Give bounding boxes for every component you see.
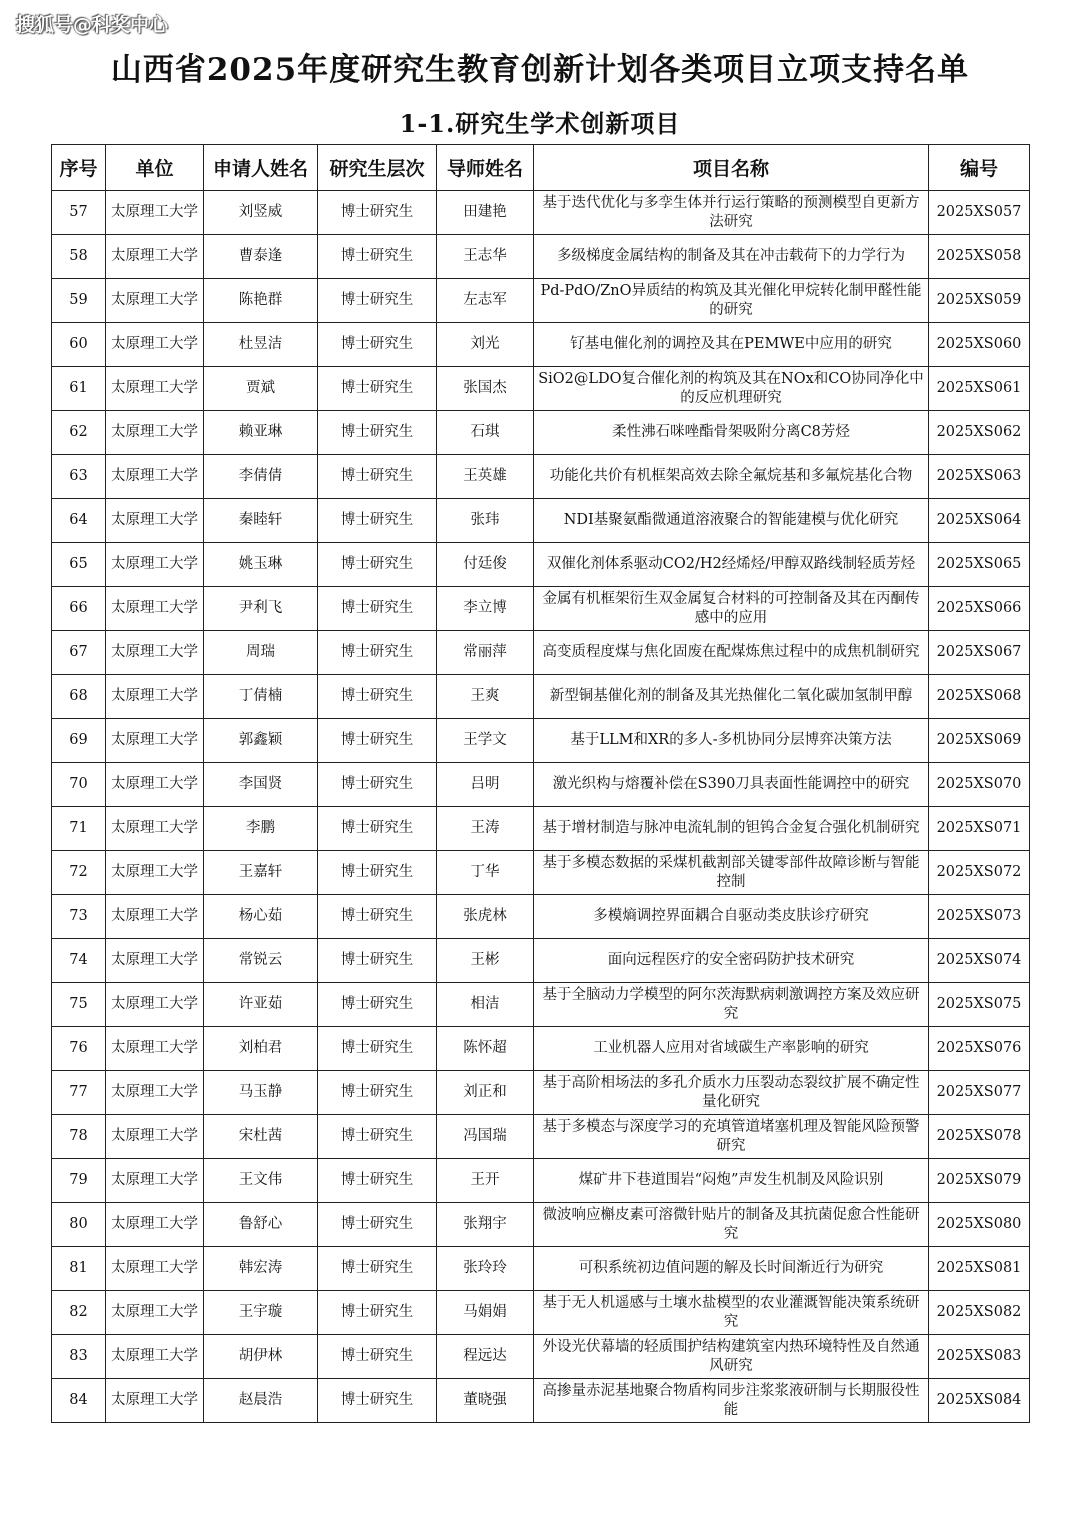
cell-level: 博士研究生 xyxy=(318,719,437,763)
table-row xyxy=(52,367,1030,411)
cell-project: 基于多模态与深度学习的充填管道堵塞机理及智能风险预警研究 xyxy=(534,1115,929,1159)
cell-project: 基于无人机遥感与土壤水盐模型的农业灌溉智能决策系统研究 xyxy=(534,1291,929,1335)
cell-index: 84 xyxy=(52,1379,106,1423)
cell-code: 2025XS057 xyxy=(929,191,1030,235)
cell-index: 80 xyxy=(52,1203,106,1247)
cell-supervisor: 王涛 xyxy=(437,807,534,851)
cell-project: 工业机器人应用对省域碳生产率影响的研究 xyxy=(534,1027,929,1071)
cell-index: 78 xyxy=(52,1115,106,1159)
cell-level: 博士研究生 xyxy=(318,499,437,543)
cell-code: 2025XS065 xyxy=(929,543,1030,587)
cell-supervisor: 李立博 xyxy=(437,587,534,631)
cell-code: 2025XS066 xyxy=(929,587,1030,631)
cell-applicant: 周瑞 xyxy=(204,631,318,675)
cell-supervisor: 王爽 xyxy=(437,675,534,719)
cell-project: 高变质程度煤与焦化固废在配煤炼焦过程中的成焦机制研究 xyxy=(534,631,929,675)
table-row xyxy=(52,279,1030,323)
cell-index: 74 xyxy=(52,939,106,983)
cell-code: 2025XS070 xyxy=(929,763,1030,807)
cell-project: 基于高阶相场法的多孔介质水力压裂动态裂纹扩展不确定性量化研究 xyxy=(534,1071,929,1115)
cell-supervisor: 丁华 xyxy=(437,851,534,895)
cell-applicant: 丁倩楠 xyxy=(204,675,318,719)
cell-supervisor: 相洁 xyxy=(437,983,534,1027)
cell-level: 博士研究生 xyxy=(318,763,437,807)
cell-supervisor: 董晓强 xyxy=(437,1379,534,1423)
cell-unit: 太原理工大学 xyxy=(106,1291,204,1335)
cell-level: 博士研究生 xyxy=(318,1159,437,1203)
cell-unit: 太原理工大学 xyxy=(106,939,204,983)
cell-supervisor: 王彬 xyxy=(437,939,534,983)
cell-level: 博士研究生 xyxy=(318,1071,437,1115)
cell-unit: 太原理工大学 xyxy=(106,983,204,1027)
cell-level: 博士研究生 xyxy=(318,1203,437,1247)
cell-index: 57 xyxy=(52,191,106,235)
cell-index: 81 xyxy=(52,1247,106,1291)
cell-project: 新型铜基催化剂的制备及其光热催化二氧化碳加氢制甲醇 xyxy=(534,675,929,719)
cell-unit: 太原理工大学 xyxy=(106,1071,204,1115)
table-header-row xyxy=(52,145,1030,191)
cell-code: 2025XS059 xyxy=(929,279,1030,323)
cell-supervisor: 左志军 xyxy=(437,279,534,323)
cell-project: 微波响应槲皮素可溶微针贴片的制备及其抗菌促愈合性能研究 xyxy=(534,1203,929,1247)
cell-index: 62 xyxy=(52,411,106,455)
cell-level: 博士研究生 xyxy=(318,455,437,499)
cell-code: 2025XS081 xyxy=(929,1247,1030,1291)
table-row xyxy=(52,1291,1030,1335)
cell-supervisor: 王英雄 xyxy=(437,455,534,499)
table-row xyxy=(52,1335,1030,1379)
cell-project: 基于迭代优化与多孪生体并行运行策略的预测模型自更新方法研究 xyxy=(534,191,929,235)
cell-project: 高掺量赤泥基地聚合物盾构同步注浆浆液研制与长期服役性能 xyxy=(534,1379,929,1423)
cell-supervisor: 程远达 xyxy=(437,1335,534,1379)
table-row xyxy=(52,631,1030,675)
cell-level: 博士研究生 xyxy=(318,367,437,411)
cell-code: 2025XS063 xyxy=(929,455,1030,499)
cell-supervisor: 付廷俊 xyxy=(437,543,534,587)
cell-unit: 太原理工大学 xyxy=(106,543,204,587)
cell-applicant: 李国贤 xyxy=(204,763,318,807)
table-row xyxy=(52,1247,1030,1291)
cell-index: 71 xyxy=(52,807,106,851)
cell-index: 61 xyxy=(52,367,106,411)
table-row xyxy=(52,675,1030,719)
cell-unit: 太原理工大学 xyxy=(106,1335,204,1379)
cell-unit: 太原理工大学 xyxy=(106,1247,204,1291)
cell-level: 博士研究生 xyxy=(318,411,437,455)
cell-applicant: 李鹏 xyxy=(204,807,318,851)
cell-supervisor: 吕明 xyxy=(437,763,534,807)
cell-applicant: 宋杜茜 xyxy=(204,1115,318,1159)
cell-project: SiO2@LDO复合催化剂的构筑及其在NOx和CO协同净化中的反应机理研究 xyxy=(534,367,929,411)
table-body xyxy=(52,191,1030,1423)
cell-level: 博士研究生 xyxy=(318,279,437,323)
cell-level: 博士研究生 xyxy=(318,983,437,1027)
cell-level: 博士研究生 xyxy=(318,1027,437,1071)
cell-level: 博士研究生 xyxy=(318,939,437,983)
cell-supervisor: 王学文 xyxy=(437,719,534,763)
cell-level: 博士研究生 xyxy=(318,1379,437,1423)
cell-applicant: 常锐云 xyxy=(204,939,318,983)
header-level: 研究生层次 xyxy=(318,145,437,191)
cell-project: 双催化剂体系驱动CO2/H2经烯烃/甲醇双路线制轻质芳烃 xyxy=(534,543,929,587)
cell-project: Pd-PdO/ZnO异质结的构筑及其光催化甲烷转化制甲醛性能的研究 xyxy=(534,279,929,323)
cell-supervisor: 马娟娟 xyxy=(437,1291,534,1335)
cell-applicant: 刘竖威 xyxy=(204,191,318,235)
cell-code: 2025XS084 xyxy=(929,1379,1030,1423)
cell-unit: 太原理工大学 xyxy=(106,631,204,675)
cell-supervisor: 刘正和 xyxy=(437,1071,534,1115)
cell-index: 59 xyxy=(52,279,106,323)
cell-code: 2025XS069 xyxy=(929,719,1030,763)
cell-unit: 太原理工大学 xyxy=(106,587,204,631)
table-row xyxy=(52,411,1030,455)
cell-code: 2025XS060 xyxy=(929,323,1030,367)
cell-index: 63 xyxy=(52,455,106,499)
cell-code: 2025XS072 xyxy=(929,851,1030,895)
table-row xyxy=(52,719,1030,763)
cell-applicant: 姚玉琳 xyxy=(204,543,318,587)
cell-unit: 太原理工大学 xyxy=(106,323,204,367)
cell-index: 66 xyxy=(52,587,106,631)
table-row xyxy=(52,587,1030,631)
cell-code: 2025XS064 xyxy=(929,499,1030,543)
table-row xyxy=(52,1115,1030,1159)
cell-code: 2025XS083 xyxy=(929,1335,1030,1379)
header-applicant: 申请人姓名 xyxy=(204,145,318,191)
cell-unit: 太原理工大学 xyxy=(106,1159,204,1203)
cell-project: 煤矿井下巷道围岩“闷炮”声发生机制及风险识别 xyxy=(534,1159,929,1203)
header-unit: 单位 xyxy=(106,145,204,191)
cell-unit: 太原理工大学 xyxy=(106,1027,204,1071)
cell-code: 2025XS071 xyxy=(929,807,1030,851)
table-row xyxy=(52,1159,1030,1203)
cell-level: 博士研究生 xyxy=(318,1335,437,1379)
watermark: 搜狐号@科奖中心 xyxy=(16,14,169,36)
cell-level: 博士研究生 xyxy=(318,1247,437,1291)
cell-project: 多级梯度金属结构的制备及其在冲击载荷下的力学行为 xyxy=(534,235,929,279)
table-row xyxy=(52,455,1030,499)
cell-supervisor: 王志华 xyxy=(437,235,534,279)
cell-supervisor: 张翔宇 xyxy=(437,1203,534,1247)
cell-supervisor: 冯国瑞 xyxy=(437,1115,534,1159)
cell-applicant: 杜昱洁 xyxy=(204,323,318,367)
cell-index: 67 xyxy=(52,631,106,675)
cell-code: 2025XS075 xyxy=(929,983,1030,1027)
cell-applicant: 王文伟 xyxy=(204,1159,318,1203)
cell-unit: 太原理工大学 xyxy=(106,807,204,851)
cell-applicant: 贾斌 xyxy=(204,367,318,411)
cell-project: 可积系统初边值问题的解及长时间渐近行为研究 xyxy=(534,1247,929,1291)
cell-code: 2025XS073 xyxy=(929,895,1030,939)
cell-code: 2025XS077 xyxy=(929,1071,1030,1115)
cell-unit: 太原理工大学 xyxy=(106,191,204,235)
cell-unit: 太原理工大学 xyxy=(106,1115,204,1159)
cell-code: 2025XS068 xyxy=(929,675,1030,719)
cell-index: 79 xyxy=(52,1159,106,1203)
cell-applicant: 尹利飞 xyxy=(204,587,318,631)
table-row xyxy=(52,543,1030,587)
cell-level: 博士研究生 xyxy=(318,675,437,719)
cell-unit: 太原理工大学 xyxy=(106,895,204,939)
cell-unit: 太原理工大学 xyxy=(106,367,204,411)
cell-project: 基于LLM和XR的多人-多机协同分层博弈决策方法 xyxy=(534,719,929,763)
cell-applicant: 王宇璇 xyxy=(204,1291,318,1335)
cell-index: 72 xyxy=(52,851,106,895)
cell-supervisor: 张虎林 xyxy=(437,895,534,939)
cell-project: 基于全脑动力学模型的阿尔茨海默病刺激调控方案及效应研究 xyxy=(534,983,929,1027)
cell-project: 多模熵调控界面耦合自驱动类皮肤诊疗研究 xyxy=(534,895,929,939)
cell-supervisor: 张玲玲 xyxy=(437,1247,534,1291)
table-row xyxy=(52,807,1030,851)
cell-unit: 太原理工大学 xyxy=(106,1379,204,1423)
project-table xyxy=(51,144,1030,1423)
cell-index: 65 xyxy=(52,543,106,587)
table-row xyxy=(52,939,1030,983)
cell-level: 博士研究生 xyxy=(318,1291,437,1335)
table-row xyxy=(52,763,1030,807)
cell-code: 2025XS082 xyxy=(929,1291,1030,1335)
cell-project: 功能化共价有机框架高效去除全氟烷基和多氟烷基化合物 xyxy=(534,455,929,499)
cell-project: 金属有机框架衍生双金属复合材料的可控制备及其在丙酮传感中的应用 xyxy=(534,587,929,631)
cell-index: 68 xyxy=(52,675,106,719)
cell-code: 2025XS058 xyxy=(929,235,1030,279)
cell-level: 博士研究生 xyxy=(318,235,437,279)
cell-applicant: 胡伊林 xyxy=(204,1335,318,1379)
table-row xyxy=(52,851,1030,895)
cell-supervisor: 张国杰 xyxy=(437,367,534,411)
header-supervisor: 导师姓名 xyxy=(437,145,534,191)
cell-unit: 太原理工大学 xyxy=(106,763,204,807)
cell-code: 2025XS067 xyxy=(929,631,1030,675)
cell-code: 2025XS076 xyxy=(929,1027,1030,1071)
cell-level: 博士研究生 xyxy=(318,587,437,631)
cell-applicant: 李倩倩 xyxy=(204,455,318,499)
cell-project: NDI基聚氨酯微通道溶液聚合的智能建模与优化研究 xyxy=(534,499,929,543)
cell-unit: 太原理工大学 xyxy=(106,411,204,455)
cell-applicant: 马玉静 xyxy=(204,1071,318,1115)
cell-applicant: 许亚茹 xyxy=(204,983,318,1027)
table-row xyxy=(52,323,1030,367)
cell-index: 73 xyxy=(52,895,106,939)
cell-applicant: 王嘉轩 xyxy=(204,851,318,895)
cell-index: 77 xyxy=(52,1071,106,1115)
cell-project: 面向远程医疗的安全密码防护技术研究 xyxy=(534,939,929,983)
cell-project: 基于多模态数据的采煤机截割部关键零部件故障诊断与智能控制 xyxy=(534,851,929,895)
cell-supervisor: 常丽萍 xyxy=(437,631,534,675)
cell-level: 博士研究生 xyxy=(318,807,437,851)
cell-code: 2025XS062 xyxy=(929,411,1030,455)
cell-applicant: 郭鑫颖 xyxy=(204,719,318,763)
cell-unit: 太原理工大学 xyxy=(106,235,204,279)
cell-applicant: 赖亚琳 xyxy=(204,411,318,455)
cell-code: 2025XS061 xyxy=(929,367,1030,411)
table-row xyxy=(52,235,1030,279)
table-row xyxy=(52,1203,1030,1247)
cell-index: 64 xyxy=(52,499,106,543)
header-index: 序号 xyxy=(52,145,106,191)
header-project: 项目名称 xyxy=(534,145,929,191)
cell-applicant: 韩宏涛 xyxy=(204,1247,318,1291)
cell-unit: 太原理工大学 xyxy=(106,455,204,499)
cell-index: 82 xyxy=(52,1291,106,1335)
cell-applicant: 杨心茹 xyxy=(204,895,318,939)
cell-level: 博士研究生 xyxy=(318,543,437,587)
cell-project: 基于增材制造与脉冲电流轧制的钽钨合金复合强化机制研究 xyxy=(534,807,929,851)
cell-code: 2025XS074 xyxy=(929,939,1030,983)
cell-applicant: 赵晨浩 xyxy=(204,1379,318,1423)
table-row xyxy=(52,499,1030,543)
cell-applicant: 陈艳群 xyxy=(204,279,318,323)
cell-index: 83 xyxy=(52,1335,106,1379)
cell-supervisor: 刘光 xyxy=(437,323,534,367)
cell-project: 柔性沸石咪唑酯骨架吸附分离C8芳烃 xyxy=(534,411,929,455)
document-subtitle: 1-1.研究生学术创新项目 xyxy=(399,109,681,138)
cell-supervisor: 陈怀超 xyxy=(437,1027,534,1071)
cell-index: 58 xyxy=(52,235,106,279)
table-row xyxy=(52,983,1030,1027)
cell-supervisor: 张玮 xyxy=(437,499,534,543)
table-row xyxy=(52,1027,1030,1071)
document-title: 山西省2025年度研究生教育创新计划各类项目立项支持名单 xyxy=(110,52,970,88)
cell-unit: 太原理工大学 xyxy=(106,719,204,763)
table-row xyxy=(52,895,1030,939)
cell-unit: 太原理工大学 xyxy=(106,279,204,323)
cell-supervisor: 田建艳 xyxy=(437,191,534,235)
cell-applicant: 刘柏君 xyxy=(204,1027,318,1071)
cell-level: 博士研究生 xyxy=(318,895,437,939)
cell-level: 博士研究生 xyxy=(318,631,437,675)
cell-index: 76 xyxy=(52,1027,106,1071)
cell-project: 钌基电催化剂的调控及其在PEMWE中应用的研究 xyxy=(534,323,929,367)
cell-project: 激光织构与熔覆补偿在S390刀具表面性能调控中的研究 xyxy=(534,763,929,807)
cell-supervisor: 王开 xyxy=(437,1159,534,1203)
cell-index: 70 xyxy=(52,763,106,807)
cell-code: 2025XS079 xyxy=(929,1159,1030,1203)
cell-supervisor: 石琪 xyxy=(437,411,534,455)
cell-code: 2025XS080 xyxy=(929,1203,1030,1247)
cell-level: 博士研究生 xyxy=(318,191,437,235)
cell-unit: 太原理工大学 xyxy=(106,851,204,895)
cell-code: 2025XS078 xyxy=(929,1115,1030,1159)
cell-unit: 太原理工大学 xyxy=(106,675,204,719)
cell-applicant: 鲁舒心 xyxy=(204,1203,318,1247)
cell-unit: 太原理工大学 xyxy=(106,1203,204,1247)
cell-index: 75 xyxy=(52,983,106,1027)
header-code: 编号 xyxy=(929,145,1030,191)
cell-project: 外设光伏幕墙的轻质围护结构建筑室内热环境特性及自然通风研究 xyxy=(534,1335,929,1379)
cell-level: 博士研究生 xyxy=(318,323,437,367)
table-row xyxy=(52,191,1030,235)
cell-level: 博士研究生 xyxy=(318,1115,437,1159)
cell-unit: 太原理工大学 xyxy=(106,499,204,543)
cell-index: 60 xyxy=(52,323,106,367)
cell-applicant: 曹泰逢 xyxy=(204,235,318,279)
table-row xyxy=(52,1379,1030,1423)
cell-applicant: 秦睦轩 xyxy=(204,499,318,543)
table-row xyxy=(52,1071,1030,1115)
cell-level: 博士研究生 xyxy=(318,851,437,895)
cell-index: 69 xyxy=(52,719,106,763)
